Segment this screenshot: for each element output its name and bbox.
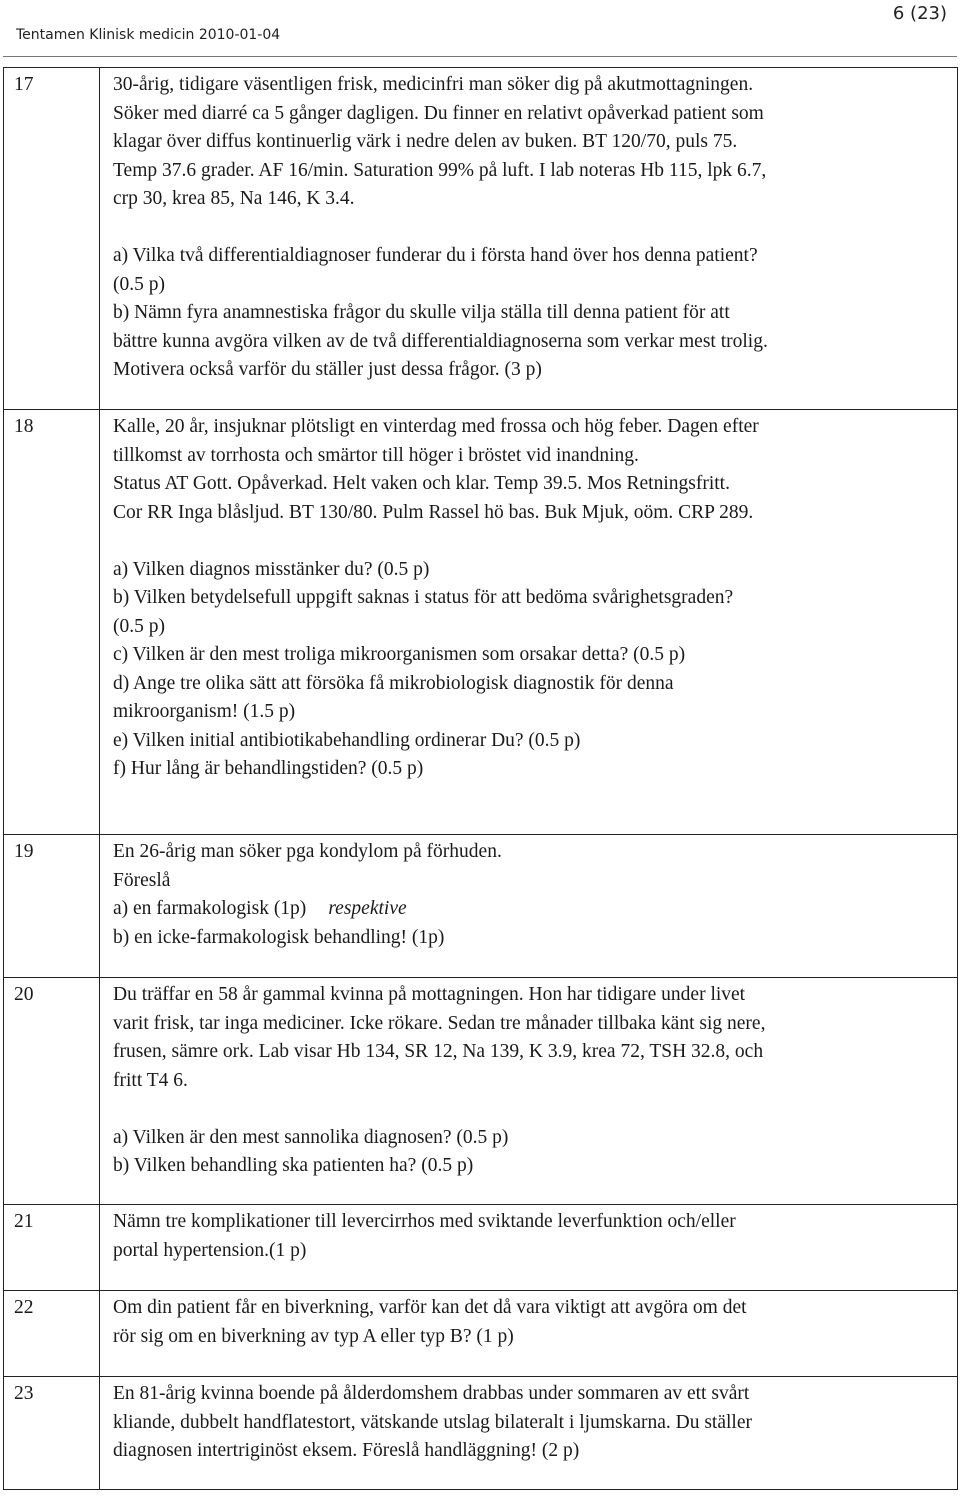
question-line: frusen, sämre ork. Lab visar Hb 134, SR 12, Na 139, K 3.9, krea 72, TSH 32.8, och [113,1041,764,1062]
question-line: a) Vilka två differentialdiagnoser funderar du i första hand över hos denna patient? [113,245,758,266]
question-line: Temp 37.6 grader. AF 16/min. Saturation 99% på luft. I lab noteras Hb 115, lpk 6.7, [113,159,767,181]
question-text [100,835,958,978]
question-number: 18 [4,410,100,835]
question-text [100,978,958,1205]
question-line: b) en icke-farmakologisk behandling! (1p) [113,926,445,948]
question-line: portal hypertension.(1 p) [113,1239,307,1261]
question-line: Kalle, 20 år, insjuknar plötsligt en vinterdag med frossa och hög feber. Dagen efter [113,416,759,437]
header-divider [3,56,957,57]
question-line: b) Vilken betydelsefull uppgift saknas i status för att bedöma svårighetsgraden? [113,587,734,608]
question-line: d) Ange tre olika sätt att försöka få mikrobiologisk diagnostik för denna [113,672,674,694]
question-line: Cor RR Inga blåsljud. BT 130/80. Pulm Rassel hö bas. Buk Mjuk, oöm. CRP 289. [113,501,754,523]
question-line: Om din patient får en biverkning, varför kan det då vara viktigt att avgöra om det [113,1297,747,1318]
question-line: diagnosen intertriginöst eksem. Föreslå handläggning! (2 p) [113,1440,580,1461]
question-row-22 [4,1291,958,1377]
respektive-text: respektive [328,898,407,919]
question-row-19 [4,835,958,978]
question-number: 17 [4,68,100,410]
question-row-23 [4,1377,958,1490]
question-line: a) Vilken diagnos misstänker du? (0.5 p) [113,558,430,580]
question-line: 30-årig, tidigare väsentligen frisk, medicinfri man söker dig på akutmottagningen. [113,74,754,95]
question-line: fritt T4 6. [113,1069,188,1091]
question-row-17 [4,68,958,410]
question-line: Nämn tre komplikationer till levercirrhos med sviktande leverfunktion och/eller [113,1211,736,1232]
question-line: a) Vilken är den mest sannolika diagnosen? (0.5 p) [113,1126,509,1148]
question-number: 21 [4,1205,100,1291]
question-text [100,1205,958,1291]
question-line: Föreslå [113,869,171,891]
question-line: mikroorganism! (1.5 p) [113,701,296,722]
question-line: tillkomst av torrhosta och smärtor till höger i bröstet vid inandning. [113,444,639,466]
question-number: 23 [4,1377,100,1490]
question-line: c) Vilken är den mest troliga mikroorganismen som orsakar detta? (0.5 p) [113,644,686,665]
question-line [113,895,953,924]
question-line: En 26-årig man söker pga kondylom på förhuden. [113,841,502,862]
question-text [100,1377,958,1490]
question-number: 22 [4,1291,100,1377]
question-line: Du träffar en 58 år gammal kvinna på mottagningen. Hon har tidigare under livet [113,984,746,1005]
question-line: Status AT Gott. Opåverkad. Helt vaken och klar. Temp 39.5. Mos Retningsfritt. [113,473,730,494]
question-text [100,410,958,835]
question-line: Motivera också varför du ställer just dessa frågor. (3 p) [113,359,542,380]
question-line: bättre kunna avgöra vilken av de två differentialdiagnoserna som verkar mest trolig. [113,330,768,352]
question-line: (0.5 p) [113,615,165,637]
question-line: Söker med diarré ca 5 gånger dagligen. Du finner en relativt opåverkad patient som [113,102,764,124]
question-row-21 [4,1205,958,1291]
question-line: crp 30, krea 85, Na 146, K 3.4. [113,188,355,209]
option-a-text: a) en farmakologisk (1p) [113,898,307,919]
question-line: varit frisk, tar inga mediciner. Icke rökare. Sedan tre månader tillbaka känt sig nere, [113,1012,766,1034]
question-text [100,1291,958,1377]
question-number: 19 [4,835,100,978]
question-line: e) Vilken initial antibiotikabehandling ordinerar Du? (0.5 p) [113,729,581,751]
question-line: f) Hur lång är behandlingstiden? (0.5 p) [113,758,424,779]
question-line: klagar över diffus kontinuerlig värk i nedre delen av buken. BT 120/70, puls 75. [113,131,738,152]
question-row-20 [4,978,958,1205]
question-line: rör sig om en biverkning av typ A eller typ B? (1 p) [113,1325,514,1347]
question-row-18 [4,410,958,835]
question-line: kliande, dubbelt handflatestort, vätskande utslag bilateralt i ljumskarna. Du ställer [113,1411,752,1433]
question-line: (0.5 p) [113,273,165,295]
question-line: b) Vilken behandling ska patienten ha? (0.5 p) [113,1155,474,1176]
document-header-title: Tentamen Klinisk medicin 2010-01-04 [16,27,281,43]
page-number: 6 (23) [892,3,947,24]
question-number: 20 [4,978,100,1205]
question-text [100,68,958,410]
question-line: b) Nämn fyra anamnestiska frågor du skulle vilja ställa till denna patient för att [113,302,730,323]
question-line: En 81-årig kvinna boende på ålderdomshem drabbas under sommaren av ett svårt [113,1383,750,1404]
questions-table [3,67,958,1490]
